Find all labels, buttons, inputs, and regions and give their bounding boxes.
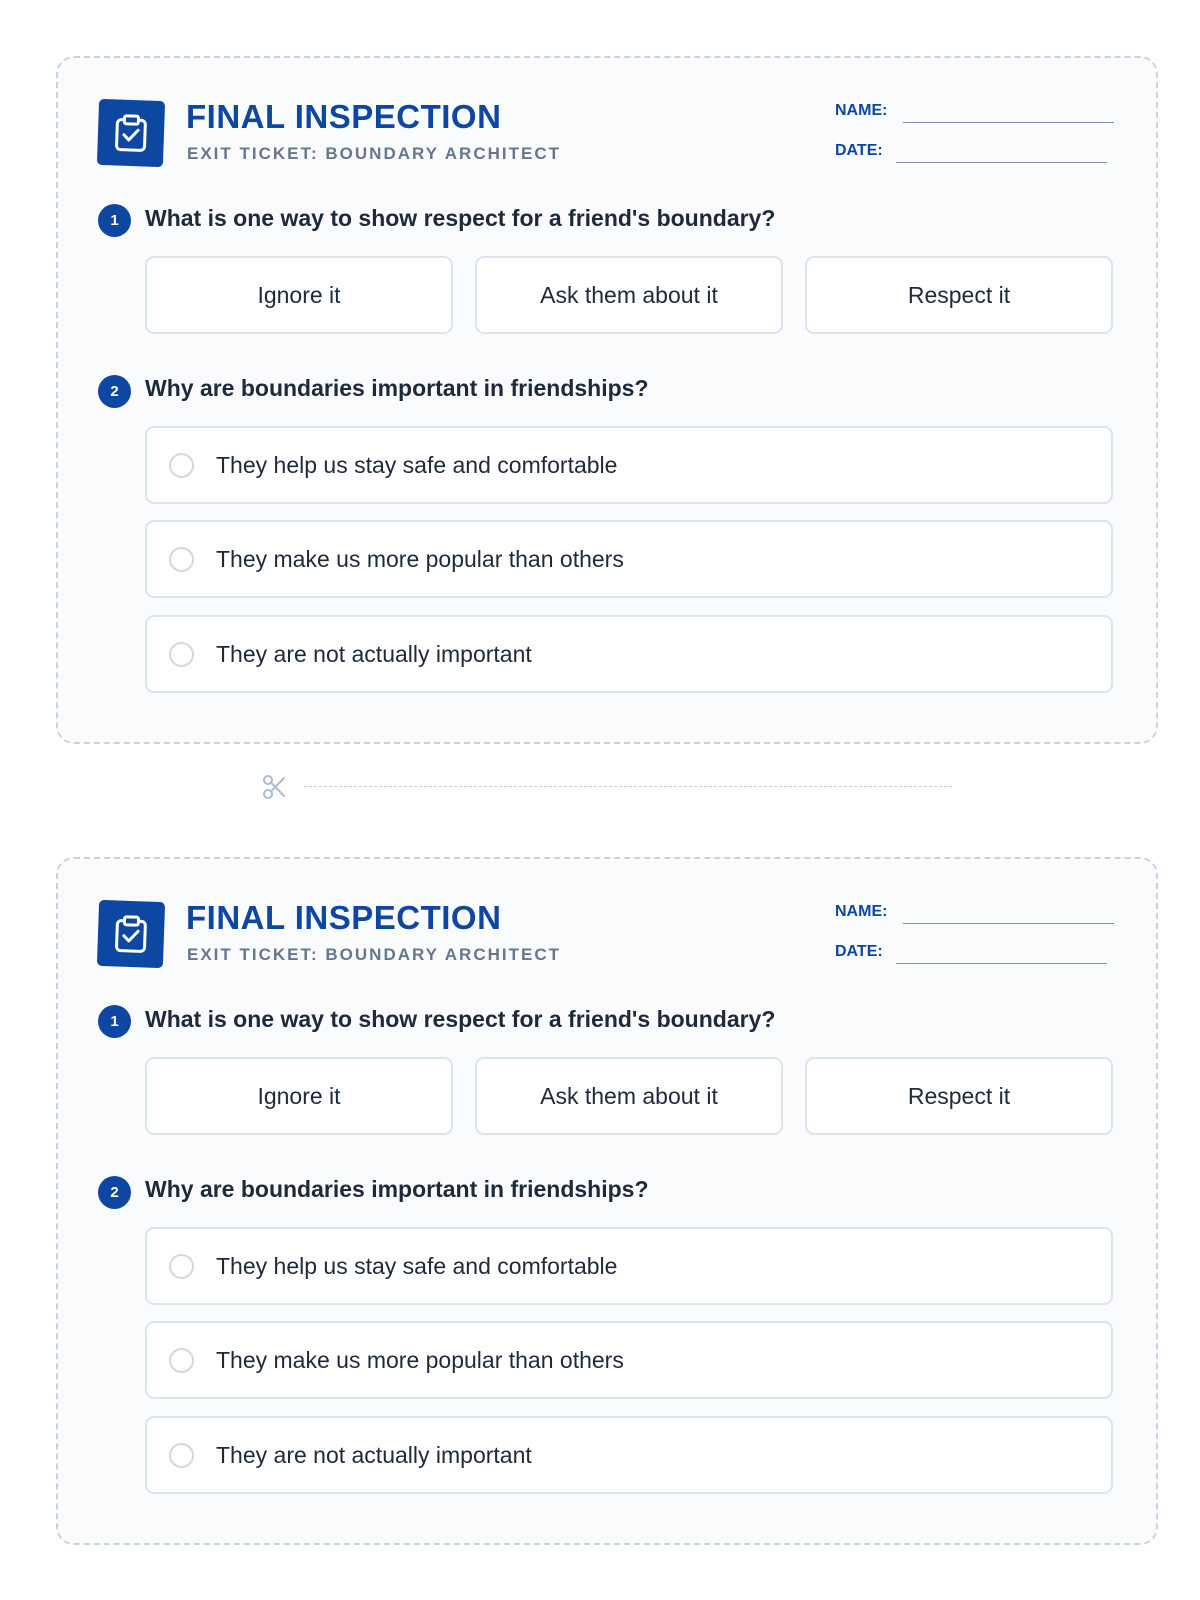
- answer-option-label: They are not actually important: [216, 1442, 532, 1468]
- scissors-icon: [262, 774, 286, 805]
- answer-option-button[interactable]: Respect it: [805, 1057, 1113, 1135]
- clipboard-check-icon: [97, 99, 165, 167]
- answer-option-label: They make us more popular than others: [216, 546, 624, 572]
- dashed-cut-line: [304, 786, 952, 787]
- answer-option-label: They are not actually important: [216, 641, 532, 667]
- radio-circle-icon[interactable]: [169, 1348, 194, 1373]
- question-text: Why are boundaries important in friendships?: [145, 1176, 649, 1202]
- page-subtitle: EXIT TICKET: BOUNDARY ARCHITECT: [187, 144, 561, 163]
- answer-option-row[interactable]: [145, 1227, 1113, 1305]
- question-text: Why are boundaries important in friendships?: [145, 375, 649, 401]
- name-field[interactable]: [903, 901, 1114, 924]
- question-number-badge: 1: [98, 1005, 131, 1038]
- answer-option-row[interactable]: [145, 426, 1113, 504]
- answer-option-row[interactable]: [145, 1416, 1113, 1494]
- radio-circle-icon[interactable]: [169, 1443, 194, 1468]
- exit-ticket-card: [56, 857, 1158, 1545]
- page-title: FINAL INSPECTION: [186, 899, 502, 936]
- radio-circle-icon[interactable]: [169, 1254, 194, 1279]
- page-subtitle: EXIT TICKET: BOUNDARY ARCHITECT: [187, 945, 561, 964]
- answer-option-label: They make us more popular than others: [216, 1347, 624, 1373]
- date-label: DATE:: [835, 943, 883, 960]
- answer-option-label: They help us stay safe and comfortable: [216, 1253, 618, 1279]
- radio-circle-icon[interactable]: [169, 547, 194, 572]
- answer-option-label: They help us stay safe and comfortable: [216, 452, 618, 478]
- exit-ticket-card: [56, 56, 1158, 744]
- answer-option-button[interactable]: Ask them about it: [475, 1057, 783, 1135]
- page-title: FINAL INSPECTION: [186, 98, 502, 135]
- question-number-badge: 1: [98, 204, 131, 237]
- answer-option-row[interactable]: [145, 1321, 1113, 1399]
- date-field[interactable]: [896, 140, 1107, 163]
- clipboard-check-icon: [97, 900, 165, 968]
- cut-line-divider: [262, 772, 952, 802]
- question-text: What is one way to show respect for a friend's boundary?: [145, 205, 776, 231]
- question-text: What is one way to show respect for a friend's boundary?: [145, 1006, 776, 1032]
- answer-option-row[interactable]: [145, 520, 1113, 598]
- date-label: DATE:: [835, 142, 883, 159]
- question-number-badge: 2: [98, 1176, 131, 1209]
- name-field[interactable]: [903, 100, 1114, 123]
- question-number-badge: 2: [98, 375, 131, 408]
- answer-option-button[interactable]: Ignore it: [145, 1057, 453, 1135]
- name-label: NAME:: [835, 102, 888, 119]
- answer-option-row[interactable]: [145, 615, 1113, 693]
- answer-option-button[interactable]: Ask them about it: [475, 256, 783, 334]
- radio-circle-icon[interactable]: [169, 642, 194, 667]
- radio-circle-icon[interactable]: [169, 453, 194, 478]
- date-field[interactable]: [896, 941, 1107, 964]
- answer-option-button[interactable]: Ignore it: [145, 256, 453, 334]
- name-label: NAME:: [835, 903, 888, 920]
- answer-option-button[interactable]: Respect it: [805, 256, 1113, 334]
